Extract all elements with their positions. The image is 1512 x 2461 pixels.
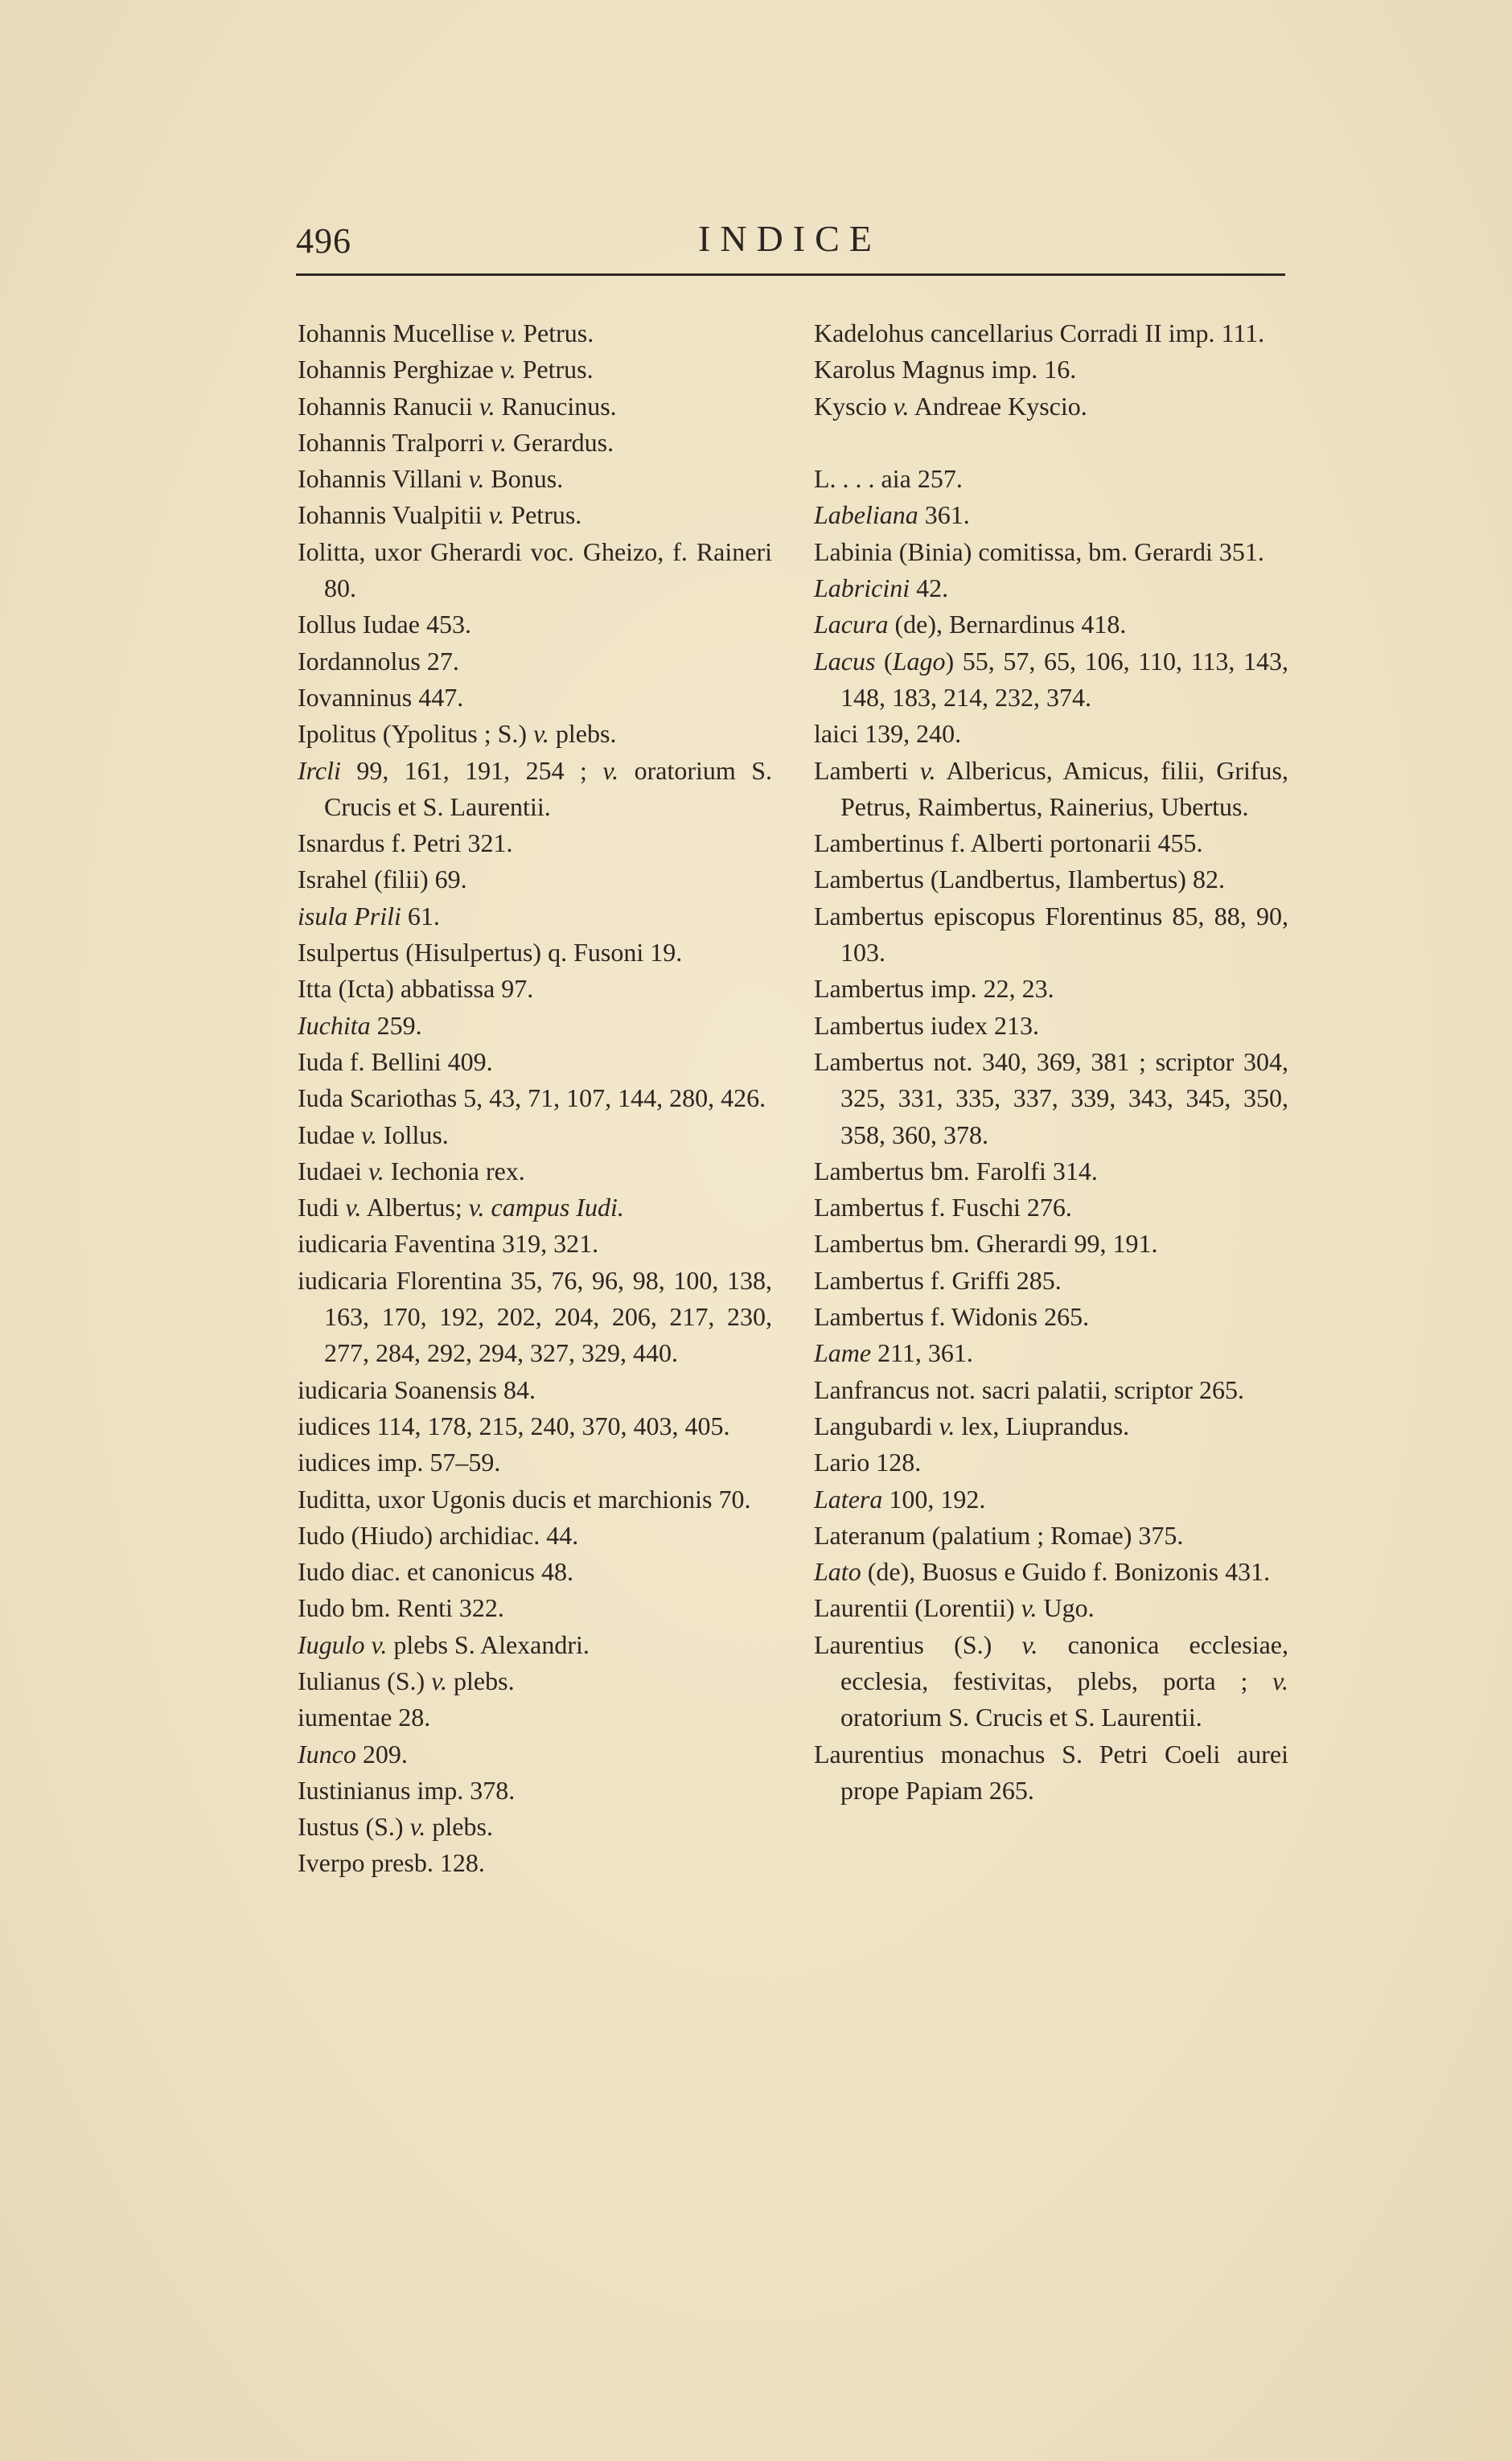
index-entry: Labricini 42.	[814, 573, 949, 603]
index-entry: Lario 128.	[814, 1448, 922, 1477]
index-entry: Isnardus f. Petri 321.	[298, 828, 513, 858]
index-entry: L. . . . aia 257.	[814, 464, 963, 494]
index-entry: Iustinianus imp. 378.	[298, 1775, 516, 1805]
index-entry: Labeliana 361.	[814, 500, 970, 530]
index-entry: Israhel (filii) 69.	[298, 865, 467, 894]
index-entry: Kyscio v. Andreae Kyscio.	[814, 391, 1087, 421]
index-entry: Lame 211, 361.	[814, 1338, 973, 1368]
index-entry: Iudo (Hiudo) archidiac. 44.	[298, 1520, 579, 1550]
index-entry: Laurentius (S.) v. canonica ecclesiae, ecclesia, festivitas, plebs, porta ; v. oratorium S. Crucis et S. Laurentii.	[814, 1629, 1288, 1732]
index-entry: Iovanninus 447.	[298, 682, 464, 712]
index-entry: Lanfrancus not. sacri palatii, scriptor 265.	[814, 1374, 1244, 1404]
index-entry: Iuchita 259.	[298, 1010, 422, 1040]
index-entry: Iohannis Ranucii v. Ranucinus.	[298, 391, 617, 421]
index-entry: Lambertus bm. Gherardi 99, 191.	[814, 1229, 1158, 1259]
index-entry: Iohannis Villani v. Bonus.	[298, 464, 564, 494]
left-column	[298, 315, 772, 1882]
index-entry: Lato (de), Buosus e Guido f. Bonizonis 431.	[814, 1557, 1271, 1587]
index-entry: Iollus Iudae 453.	[298, 610, 471, 639]
index-entry: Lambertus iudex 213.	[814, 1010, 1039, 1040]
index-entry: Lambertus f. Griffi 285.	[814, 1265, 1062, 1295]
index-entry: Lambertus f. Fuschi 276.	[814, 1193, 1072, 1222]
index-entry: Lambertus not. 340, 369, 381 ; scriptor 304, 325, 331, 335, 337, 339, 343, 345, 350, 358, 360, 378.	[814, 1046, 1288, 1149]
index-entry: Iuditta, uxor Ugonis ducis et marchionis 70.	[298, 1484, 751, 1514]
index-entry: Ircli 99, 161, 191, 254 ; v. oratorium S. Crucis et S. Laurentii.	[298, 755, 773, 821]
index-entry: isula Prili 61.	[298, 901, 440, 931]
index-entry: Iohannis Mucellise v. Petrus.	[298, 318, 594, 347]
index-entry: Iuda Scariothas 5, 43, 71, 107, 144, 280, 426.	[298, 1083, 766, 1113]
running-header	[296, 217, 1285, 273]
index-entry: Iunco 209.	[298, 1739, 408, 1769]
index-entry: Kadelohus cancellarius Corradi II imp. 111.	[814, 318, 1265, 347]
index-entry: Langubardi v. lex, Liuprandus.	[814, 1411, 1130, 1440]
index-entry: iudicaria Faventina 319, 321.	[298, 1229, 599, 1259]
index-entry: Laurentius monachus S. Petri Coeli aurei prope Papiam 265.	[814, 1739, 1288, 1805]
index-entry: Iolitta, uxor Gherardi voc. Gheizo, f. Raineri 80.	[298, 536, 772, 603]
index-entry: iudicaria Florentina 35, 76, 96, 98, 100, 138, 163, 170, 192, 202, 204, 206, 217, 230, 277, 284, 292, 294, 327, 329, 440.	[298, 1265, 772, 1368]
index-entry: laici 139, 240.	[814, 719, 962, 749]
index-entry: Lambertus bm. Farolfi 314.	[814, 1156, 1098, 1185]
index-entry: Lambertus episcopus Florentinus 85, 88, 90, 103.	[814, 901, 1288, 968]
index-entry: Laurentii (Lorentii) v. Ugo.	[814, 1593, 1095, 1623]
header-rule	[296, 273, 1285, 276]
index-entry: Iulianus (S.) v. plebs.	[298, 1666, 515, 1695]
index-entry: Lateranum (palatium ; Romae) 375.	[814, 1520, 1184, 1550]
index-entry: Itta (Icta) abbatissa 97.	[298, 974, 534, 1004]
index-entry: Iudaei v. Iechonia rex.	[298, 1156, 525, 1185]
index-entry: Karolus Magnus imp. 16.	[814, 355, 1077, 384]
index-entry: Lamberti v. Albericus, Amicus, filii, Grifus, Petrus, Raimbertus, Rainerius, Ubertus.	[814, 755, 1289, 821]
index-entry: Iuda f. Bellini 409.	[298, 1046, 493, 1076]
index-entry: iumentae 28.	[298, 1703, 431, 1732]
index-entry: Iudo diac. et canonicus 48.	[298, 1557, 573, 1587]
index-entry: Iverpo presb. 128.	[298, 1848, 485, 1878]
index-entry: Lambertus imp. 22, 23.	[814, 974, 1054, 1004]
index-entry: iudicaria Soanensis 84.	[298, 1374, 536, 1404]
index-entry: Iordannolus 27.	[298, 646, 459, 676]
index-entry: iudices imp. 57–59.	[298, 1448, 501, 1477]
index-entry: Iohannis Perghizae v. Petrus.	[298, 355, 594, 384]
index-entry: Iugulo v. plebs S. Alexandri.	[298, 1629, 590, 1659]
index-entry: Lacus (Lago) 55, 57, 65, 106, 110, 113, 143, 148, 183, 214, 232, 374.	[814, 646, 1289, 712]
index-entry: Iohannis Tralporri v. Gerardus.	[298, 427, 614, 457]
index-entry: Iudi v. Albertus; v. campus Iudi.	[298, 1193, 624, 1222]
index-entry: Ipolitus (Ypolitus ; S.) v. plebs.	[298, 719, 617, 749]
index-entry: Isulpertus (Hisulpertus) q. Fusoni 19.	[298, 938, 683, 968]
index-entry: Latera 100, 192.	[814, 1484, 986, 1514]
right-column	[814, 315, 1288, 1809]
index-entry: Labinia (Binia) comitissa, bm. Gerardi 351.	[814, 536, 1264, 566]
index-entry: Lambertus (Landbertus, Ilambertus) 82.	[814, 865, 1225, 894]
index-entry: Lambertinus f. Alberti portonarii 455.	[814, 828, 1203, 858]
index-entry: Lacura (de), Bernardinus 418.	[814, 610, 1127, 639]
page-number: 496	[296, 221, 351, 261]
index-entry: Iustus (S.) v. plebs.	[298, 1812, 493, 1842]
index-entry: Lambertus f. Widonis 265.	[814, 1302, 1090, 1332]
running-title: INDICE	[698, 218, 881, 259]
index-entry: Iudo bm. Renti 322.	[298, 1593, 504, 1623]
index-entry: iudices 114, 178, 215, 240, 370, 403, 405.	[298, 1411, 730, 1440]
index-entry: Iudae v. Iollus.	[298, 1120, 449, 1149]
index-entry: Iohannis Vualpitii v. Petrus.	[298, 500, 582, 530]
